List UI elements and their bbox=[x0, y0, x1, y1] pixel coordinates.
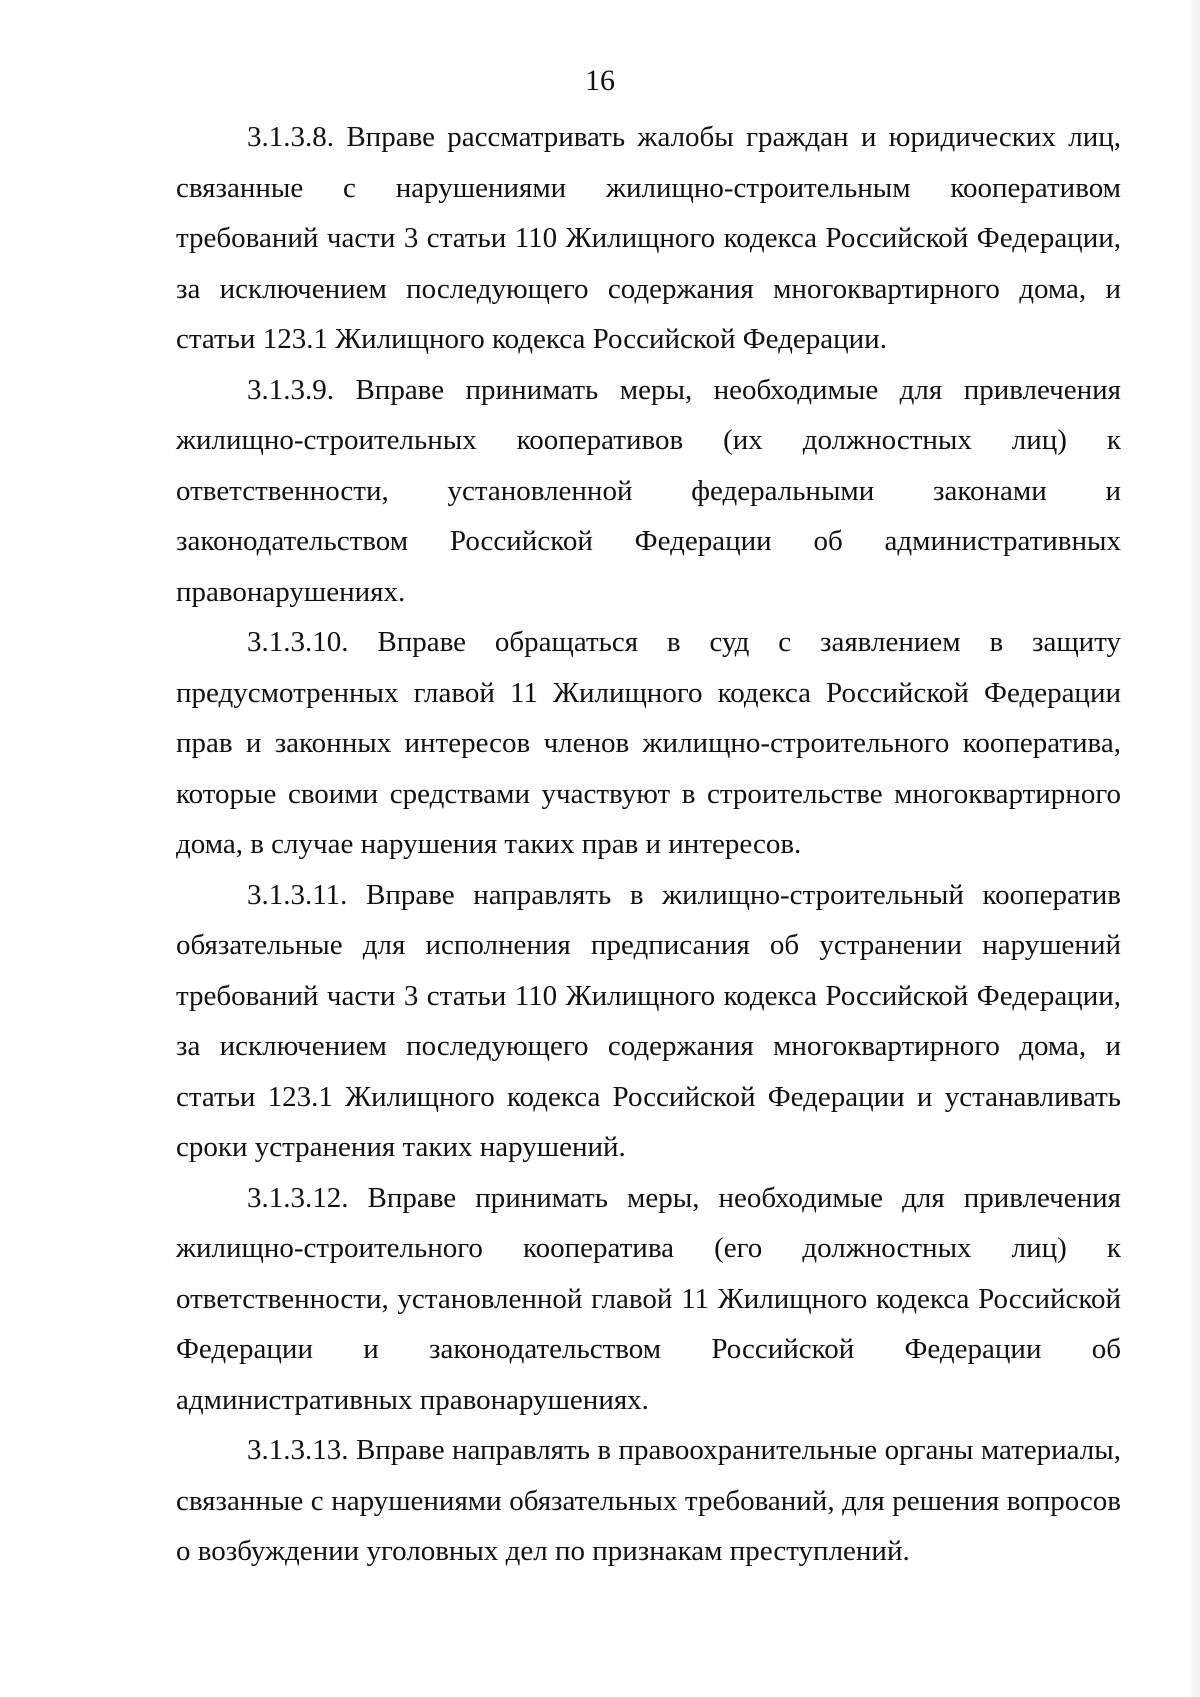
scan-edge-shadow bbox=[1186, 0, 1200, 1697]
paragraph-3-1-3-9: 3.1.3.9. Вправе принимать меры, необходимые для привлечения жилищно-строительных кооперативов (их должностных лиц) к ответственности, установленной федеральными законами и законодательством Российской Федерации об административных правонарушениях. bbox=[176, 373, 1121, 608]
paragraph-3-1-3-8: 3.1.3.8. Вправе рассматривать жалобы граждан и юридических лиц, связанные с нарушениями жилищно-строительным кооперативом требований части 3 статьи 110 Жилищного кодекса Российской Федерации, за исключением последующего содержания многоквартирного дома, и статьи 123.1 Жилищного кодекса Российской Федерации. bbox=[176, 121, 1121, 355]
document-body bbox=[176, 112, 1121, 1577]
page-number: 16 bbox=[585, 64, 615, 97]
paragraph-3-1-3-11: 3.1.3.11. Вправе направлять в жилищно-строительный кооператив обязательные для исполнения предписания об устранении нарушений требований части 3 статьи 110 Жилищного кодекса Российской Федерации, за исключением последующего содержания многоквартирного дома, и статьи 123.1 Жилищного кодекса Российской Федерации и устанавливать сроки устранения таких нарушений. bbox=[176, 878, 1121, 1163]
paragraph-3-1-3-13: 3.1.3.13. Вправе направлять в правоохранительные органы материалы, связанные с нарушениями обязательных требований, для решения вопросов о возбуждении уголовных дел по признакам преступлений. bbox=[176, 1434, 1121, 1567]
paragraph-3-1-3-12: 3.1.3.12. Вправе принимать меры, необходимые для привлечения жилищно-строительного кооператива (его должностных лиц) к ответственности, установленной главой 11 Жилищного кодекса Российской Федерации и законодательством Российской Федерации об административных правонарушениях. bbox=[176, 1181, 1121, 1416]
paragraph-3-1-3-10: 3.1.3.10. Вправе обращаться в суд с заявлением в защиту предусмотренных главой 11 Жилищного кодекса Российской Федерации прав и законных интересов членов жилищно-строительного кооператива, которые своими средствами участвуют в строительстве многоквартирного дома, в случае нарушения таких прав и интересов. bbox=[176, 626, 1121, 860]
